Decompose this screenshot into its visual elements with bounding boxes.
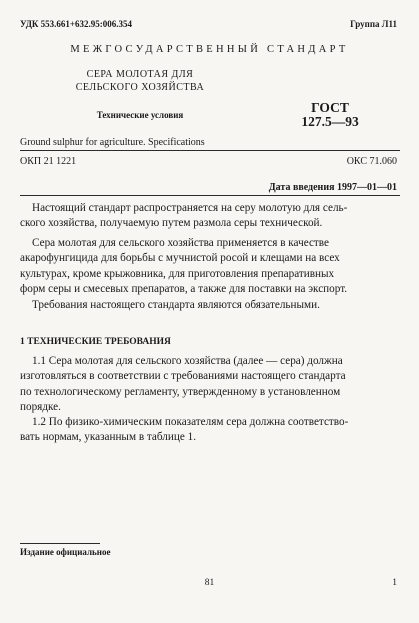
edition-note: Издание официальное (20, 547, 111, 557)
text-line: форм серы и смесевых препаратов, а также для поставки на экспорт. (20, 282, 348, 295)
sheet-number: 1 (392, 578, 397, 588)
group-code: Группа Л11 (350, 19, 397, 29)
header-rule (20, 150, 400, 151)
text-line: ского хозяйства, получаемую путем размола серы технической. (20, 217, 323, 230)
text-line: Требования настоящего стандарта являются обязательными. (32, 299, 320, 311)
intro-paragraph-3 (20, 298, 400, 313)
introduction-date: Дата введения 1997—01—01 (268, 182, 397, 193)
page-number: 81 (204, 578, 215, 588)
oks-code: ОКС 71.060 (346, 156, 397, 167)
text-line: вать нормам, указанным в таблице 1. (20, 431, 197, 444)
text-line: по технологическому регламенту, утвержденному в установленном (20, 385, 341, 398)
subtitle: Технические условия (96, 110, 184, 120)
footer-rule (20, 543, 100, 544)
text-line: Сера молотая для сельского хозяйства применяется в качестве (32, 237, 329, 249)
standard-heading: МЕЖГОСУДАРСТВЕННЫЙ СТАНДАРТ (70, 44, 349, 55)
text-line: Настоящий стандарт распространяется на серу молотую для сель- (32, 202, 348, 214)
okp-code: ОКП 21 1221 (20, 156, 77, 167)
text-line: культурах, кроме крыжовника, для приготовления препаративных (20, 267, 335, 280)
intro-paragraph-1 (20, 201, 400, 232)
text-line: 1.1 Сера молотая для сельского хозяйства (далее — сера) должна (32, 355, 343, 367)
section-heading: 1 ТЕХНИЧЕСКИЕ ТРЕБОВАНИЯ (20, 337, 171, 347)
title-line-1: СЕРА МОЛОТАЯ ДЛЯ (86, 69, 194, 80)
english-title: Ground sulphur for agriculture. Specifications (20, 137, 205, 148)
gost-number: 127.5—93 (301, 114, 359, 129)
clause-1-1 (20, 354, 400, 415)
date-rule (20, 195, 400, 196)
text-line: акарофунгицида для борьбы с мучнистой росой и клещами на всех (20, 252, 340, 265)
gost-label: ГОСТ (311, 100, 349, 115)
intro-paragraph-2 (20, 236, 400, 297)
text-line: 1.2 По физико-химическим показателям сера должна соответство- (32, 416, 349, 428)
clause-1-2 (20, 415, 400, 446)
text-line: изготовляться в соответствии с требованиями настоящего стандарта (20, 370, 346, 383)
title-line-2: СЕЛЬСКОГО ХОЗЯЙСТВА (75, 82, 205, 93)
text-line: порядке. (20, 400, 61, 413)
udk-code: УДК 553.661+632.95:006.354 (20, 19, 133, 29)
